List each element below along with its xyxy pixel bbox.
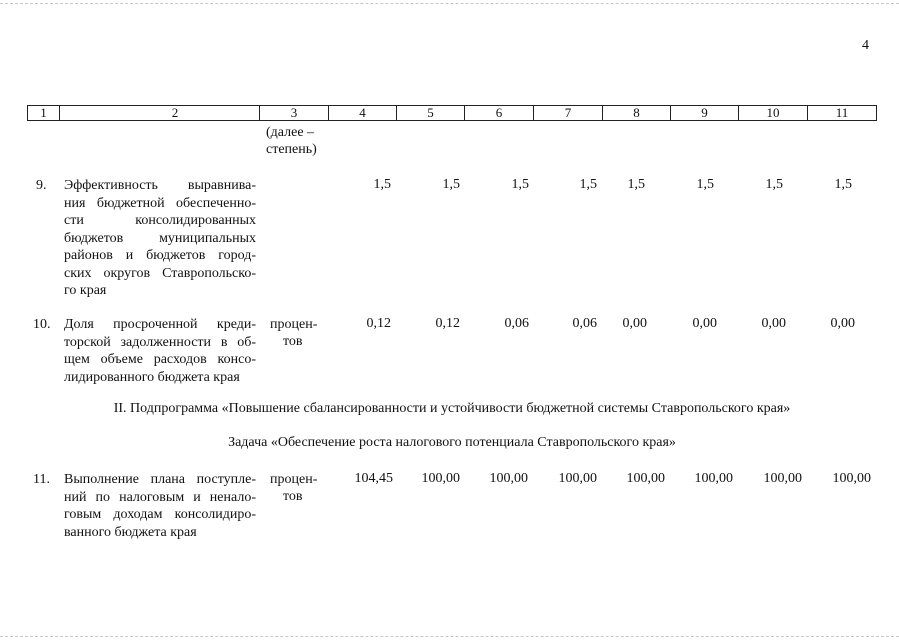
unit-line: процен- [270, 317, 318, 332]
header-col-11: 11 [807, 106, 876, 120]
header-col-3: 3 [259, 106, 328, 120]
subprogram-heading: II. Подпрограмма «Повышение сбалансированности и устойчивости бюджетной системы Ставропольского края» [113, 401, 791, 416]
description-line: ний по налоговым и ненало- [64, 489, 256, 505]
value-col-11: 1,5 [834, 177, 852, 192]
table-header-row [27, 105, 877, 121]
row-description [64, 177, 256, 300]
value-col-8: 1,5 [627, 177, 645, 192]
value-col-5: 100,00 [421, 471, 460, 486]
header-col-5: 5 [396, 106, 464, 120]
value-col-10: 1,5 [765, 177, 783, 192]
unit-line: тов [283, 334, 303, 349]
description-line: Выполнение плана поступле- [64, 472, 256, 487]
description-line: Доля просроченной креди- [64, 317, 256, 332]
unit-line: тов [283, 489, 303, 504]
value-col-8: 100,00 [626, 471, 665, 486]
value-col-8: 0,00 [622, 316, 647, 331]
value-col-10: 100,00 [763, 471, 802, 486]
value-col-5: 1,5 [442, 177, 460, 192]
row-description [64, 471, 256, 541]
value-col-9: 100,00 [694, 471, 733, 486]
value-col-4: 104,45 [354, 471, 393, 486]
header-col-6: 6 [464, 106, 533, 120]
header-col-1: 1 [40, 105, 47, 120]
row-description [64, 316, 256, 386]
description-line: торской задолженности в об- [64, 334, 256, 350]
continuation-unit-line-2: степень) [266, 142, 317, 157]
value-col-11: 0,00 [830, 316, 855, 331]
row-number: 10. [33, 317, 51, 332]
continuation-unit-line-1: (далее – [266, 125, 315, 140]
description-line: го края [64, 283, 107, 298]
description-line: щем объеме расходов консо- [64, 352, 256, 367]
page-bottom-edge [0, 636, 899, 637]
value-col-11: 100,00 [832, 471, 871, 486]
row-number: 9. [36, 178, 47, 193]
header-col-7: 7 [533, 106, 602, 120]
description-line: бюджетов муниципальных [64, 230, 256, 246]
value-col-6: 0,06 [504, 316, 529, 331]
header-col-10: 10 [738, 106, 807, 120]
header-col-8: 8 [602, 106, 670, 120]
value-col-5: 0,12 [435, 316, 460, 331]
description-line: ских округов Ставропольско- [64, 265, 256, 281]
value-col-9: 1,5 [696, 177, 714, 192]
header-col-9: 9 [670, 106, 738, 120]
value-col-7: 0,06 [572, 316, 597, 331]
description-line: ванного бюджета края [64, 524, 197, 540]
description-line: Эффективность выравнива- [64, 178, 256, 193]
row-number: 11. [33, 472, 50, 487]
task-heading: Задача «Обеспечение роста налогового потенциала Ставропольского края» [228, 435, 676, 450]
value-col-4: 0,12 [366, 316, 391, 331]
value-col-9: 0,00 [692, 316, 717, 331]
header-col-4: 4 [328, 106, 396, 120]
description-line: ния бюджетной обеспеченно- [64, 195, 256, 211]
value-col-6: 100,00 [489, 471, 528, 486]
value-col-6: 1,5 [511, 177, 529, 192]
unit-line: процен- [270, 472, 318, 487]
page-top-edge [0, 3, 899, 4]
value-col-10: 0,00 [761, 316, 786, 331]
description-line: сти консолидированных [64, 213, 256, 228]
value-col-7: 100,00 [558, 471, 597, 486]
header-col-2: 2 [59, 106, 290, 120]
page-number: 4 [862, 38, 869, 53]
description-line: лидированного бюджета края [64, 369, 240, 385]
value-col-7: 1,5 [579, 177, 597, 192]
value-col-4: 1,5 [373, 177, 391, 192]
description-line: районов и бюджетов город- [64, 248, 256, 263]
description-line: говым доходам консолидиро- [64, 507, 256, 522]
